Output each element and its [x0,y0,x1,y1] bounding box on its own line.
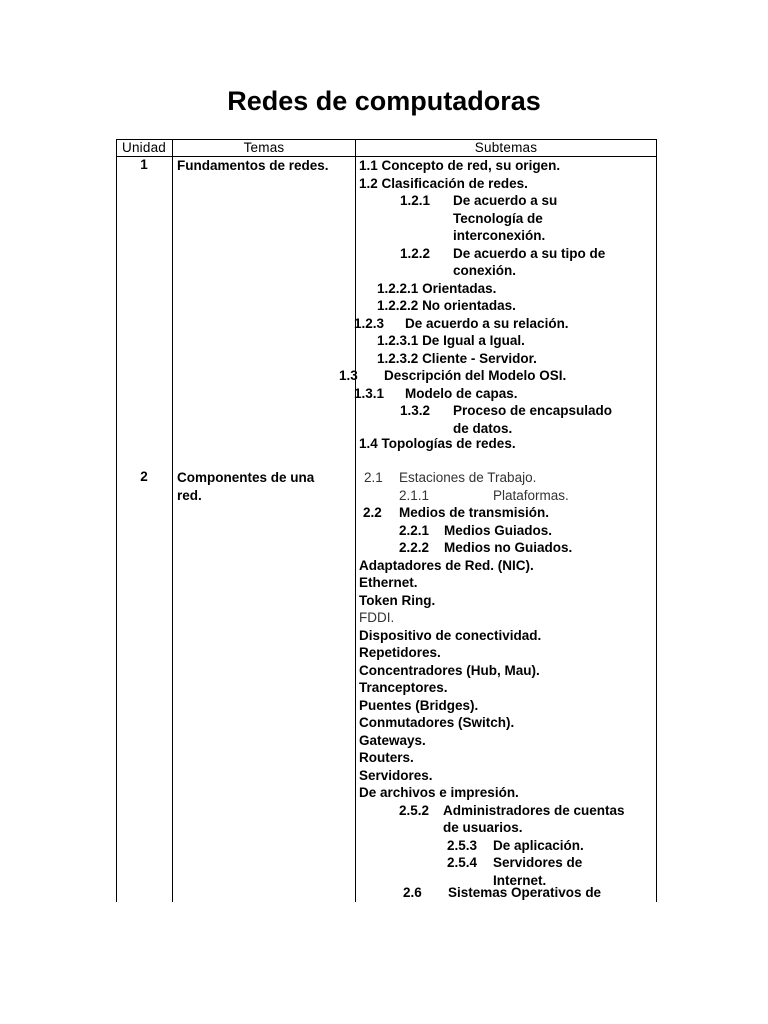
subtopic-text: Servidores. [359,767,433,783]
subtopic-num: 1.3.2 [400,403,431,418]
subtopic-text: FDDI. [359,610,395,625]
topic-2-line: red. [177,487,202,503]
subtopic-text: Routers. [359,750,414,765]
subtopic-num: 2.6 [403,885,422,900]
subtopic-line: 1.2 Clasificación de redes. [359,175,528,191]
topic-2-line: Componentes de una [177,470,315,485]
subtopic-num: 2.2 [363,505,382,520]
subtopic-text: Administradores de cuentas [443,802,625,818]
subtopic-line: 1.2.3.1 De Igual a Igual. [377,333,525,348]
subtopic-text: Tecnología de [453,210,543,226]
topics-table [116,139,656,902]
subtopic-text: Medios Guiados. [444,522,553,538]
header-unidad: Unidad [122,140,166,155]
subtopic-num: 1.2.1 [400,193,431,208]
subtopic-text: de usuarios. [443,820,523,835]
subtopic-text: Modelo de capas. [405,385,518,401]
subtopic-line: 1.1 Concepto de red, su origen. [359,158,561,173]
subtopic-num: 2.1 [364,470,383,485]
page-title: Redes de computadoras [227,86,541,116]
subtopic-num: 1.3 [339,368,358,383]
subtopic-line: 1.4 Topologías de redes. [359,436,516,451]
subtopic-text: Plataformas. [493,487,569,503]
subtopic-text: Internet. [493,872,547,888]
subtopic-text: De aplicación. [493,837,584,853]
subtopic-num: 1.2.3 [354,315,385,331]
subtopic-num: 2.1.1 [399,487,430,503]
subtopic-line: 1.2.2.1 Orientadas. [377,280,497,296]
subtopic-text: Medios no Guiados. [444,540,573,555]
header-subtemas: Subtemas [474,140,538,155]
subtopic-text: Dispositivo de conectividad. [359,627,542,643]
subtopic-line: 1.2.2.2 No orientadas. [377,298,516,313]
subtopic-num: 2.5.4 [447,855,478,870]
subtopic-text: De acuerdo a su tipo de [453,245,606,261]
subtopic-text: Estaciones de Trabajo. [399,470,537,485]
subtopic-num: 2.5.3 [447,837,478,853]
subtopic-text: De acuerdo a su relación. [405,315,569,331]
subtopic-text: Servidores de [493,855,583,870]
topic-1: Fundamentos de redes. [177,158,329,173]
subtopic-text: Conmutadores (Switch). [359,715,515,730]
subtopic-text: Adaptadores de Red. (NIC). [359,557,534,573]
subtopic-num: 2.2.2 [399,540,430,555]
subtopic-text: interconexión. [453,228,546,243]
subtopic-text: Ethernet. [359,575,418,590]
subtopic-text: Token Ring. [359,592,436,608]
subtopic-text: Concentradores (Hub, Mau). [359,662,540,678]
header-temas: Temas [243,140,285,155]
subtopic-text: Proceso de encapsulado [453,403,613,418]
subtopic-text: Gateways. [359,732,426,748]
subtopic-line: 1.2.3.2 Cliente - Servidor. [377,350,537,366]
column-divider-1 [172,139,173,902]
column-divider-2 [355,139,356,902]
subtopic-num: 2.5.2 [399,802,430,818]
unit-number-1: 1 [140,157,148,172]
subtopic-num: 1.2.2 [400,245,431,261]
subtopic-text: conexión. [453,263,517,278]
unit-number-2: 2 [140,469,148,484]
subtopic-text: de datos. [453,420,513,436]
subtopic-text: Tranceptores. [359,680,448,695]
subtopic-text: De acuerdo a su [453,193,558,208]
subtopic-text: Descripción del Modelo OSI. [384,368,567,383]
subtopic-text: Sistemas Operativos de [448,885,602,900]
subtopic-text: Puentes (Bridges). [359,697,479,713]
subtopic-text: Medios de transmisión. [399,505,550,520]
subtopic-num: 1.3.1 [354,385,385,401]
subtopic-num: 2.2.1 [399,522,430,538]
table-border-right [656,139,657,902]
subtopic-text: De archivos e impresión. [359,785,519,800]
table-border-left [116,139,117,902]
subtopic-text: Repetidores. [359,645,441,660]
